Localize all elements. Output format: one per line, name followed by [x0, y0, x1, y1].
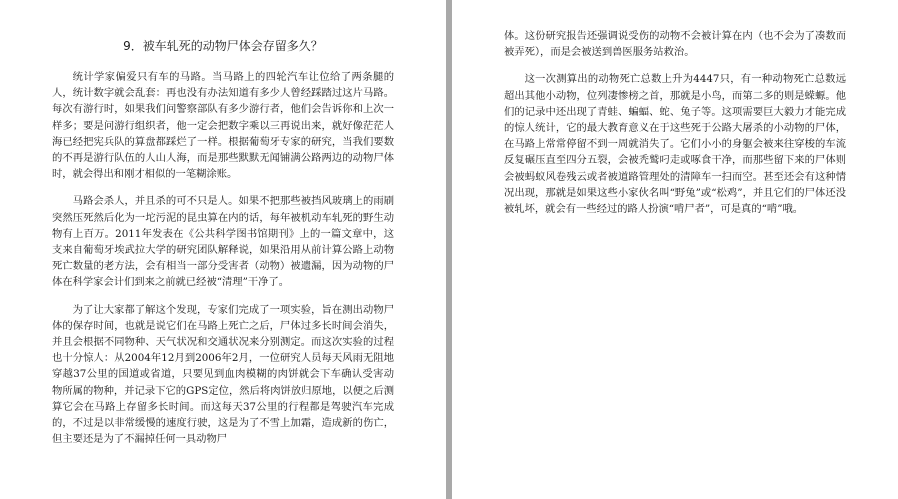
left-page: [0, 0, 446, 499]
paragraph: 为了让大家都了解这个发现，专家们完成了一项实验，旨在测出动物尸体的保存时间，也就是说它们在马路上死亡之后，尸体过多长时间会消失，并且会根据不同物种、天气状况和交通状况来分别测定。而这次实验的过程也十分惊人：从2004年12月到2006年2月，一位研究人员每天风雨无阻地穿越37公里的国道或省道，只要见到血肉模糊的肉饼就会下车确认受害动物所属的物种，并记录下它的GPS定位，然后将肉饼放归原地，以便之后测算它会在马路上存留多长时间。而这每天37公里的行程都是驾驶汽车完成的，不过是以非常缓慢的速度行驶，这是为了不雪上加霜，造成新的伤亡，但主要还是为了不漏掉任何一具动物尸: [52, 303, 394, 446]
left-page-text-column: [52, 38, 394, 458]
paragraph: 统计学家偏爱只有车的马路。当马路上的四轮汽车让位给了两条腿的人，统计数字就会乱套：再也没有办法知道有多少人曾经踩踏过这片马路。每次有游行时，如果我们问警察部队有多少游行者，他们会告诉你和上次一样多；要是问游行组织者，他一定会把数字乘以三再说出来，就好像茫茫人海已经把宪兵队的算盘都踩烂了一样。根据葡萄牙专家的研究，当我们要数的不再是游行队伍的人山人海，而是那些默默无闻铺满公路两边的动物尸体时，就会得出和刚才相似的一笔糊涂账。: [52, 71, 394, 181]
right-page-text-column: [504, 28, 846, 228]
paragraph-continued: 体。这份研究报告还强调说受伤的动物不会被计算在内（也不会为了凑数而被弄死），而是会被送到兽医服务站救治。: [504, 30, 846, 59]
paragraph: 马路会杀人，并且杀的可不只是人。如果不把那些被挡风玻璃上的雨刷突然压死然后化为一坨污泥的昆虫算在内的话，每年被机动车轧死的野生动物有上百万。2011年发表在《公共科学图书馆期刊》上的一篇文章中，这支来自葡萄牙埃武拉大学的研究团队解释说，如果沿用从前计算公路上动物死亡数量的老方法，会有相当一部分受害者（动物）被遗漏，因为动物的尸体在科学家会计们到来之前就已经被“清理”干净了。: [52, 195, 394, 289]
paragraph: 这一次测算出的动物死亡总数上升为4447只，有一种动物死亡总数远超出其他小动物，位列凄惨榜之首，那就是小鸟，而第二多的则是蝾螈。他们的记录中还出现了青蛙、蝙蝠、蛇、兔子等。这项需要巨大毅力才能完成的惊人统计，它的最大教育意义在于这些死于公路大屠杀的小动物的尸体，在马路上常常停留不到一周就消失了。它们小小的身躯会被来往穿梭的车流反复碾压直至四分五裂，会被秃鹫叼走或啄食干净，而那些留下来的尸体则会被蚂蚁风卷残云或者被道路管理处的清障车一扫而空。甚至还会有这种情况出现，那就是如果这些小家伙名叫“野兔”或“松鸡”，并且它们的尸体还没被轧坏，就会有一些经过的路人扮演“啃尸者”，可是真的“啃”哦。: [504, 73, 846, 216]
right-page: [452, 0, 898, 499]
section-title: 9．被车轧死的动物尸体会存留多久？: [123, 39, 323, 53]
